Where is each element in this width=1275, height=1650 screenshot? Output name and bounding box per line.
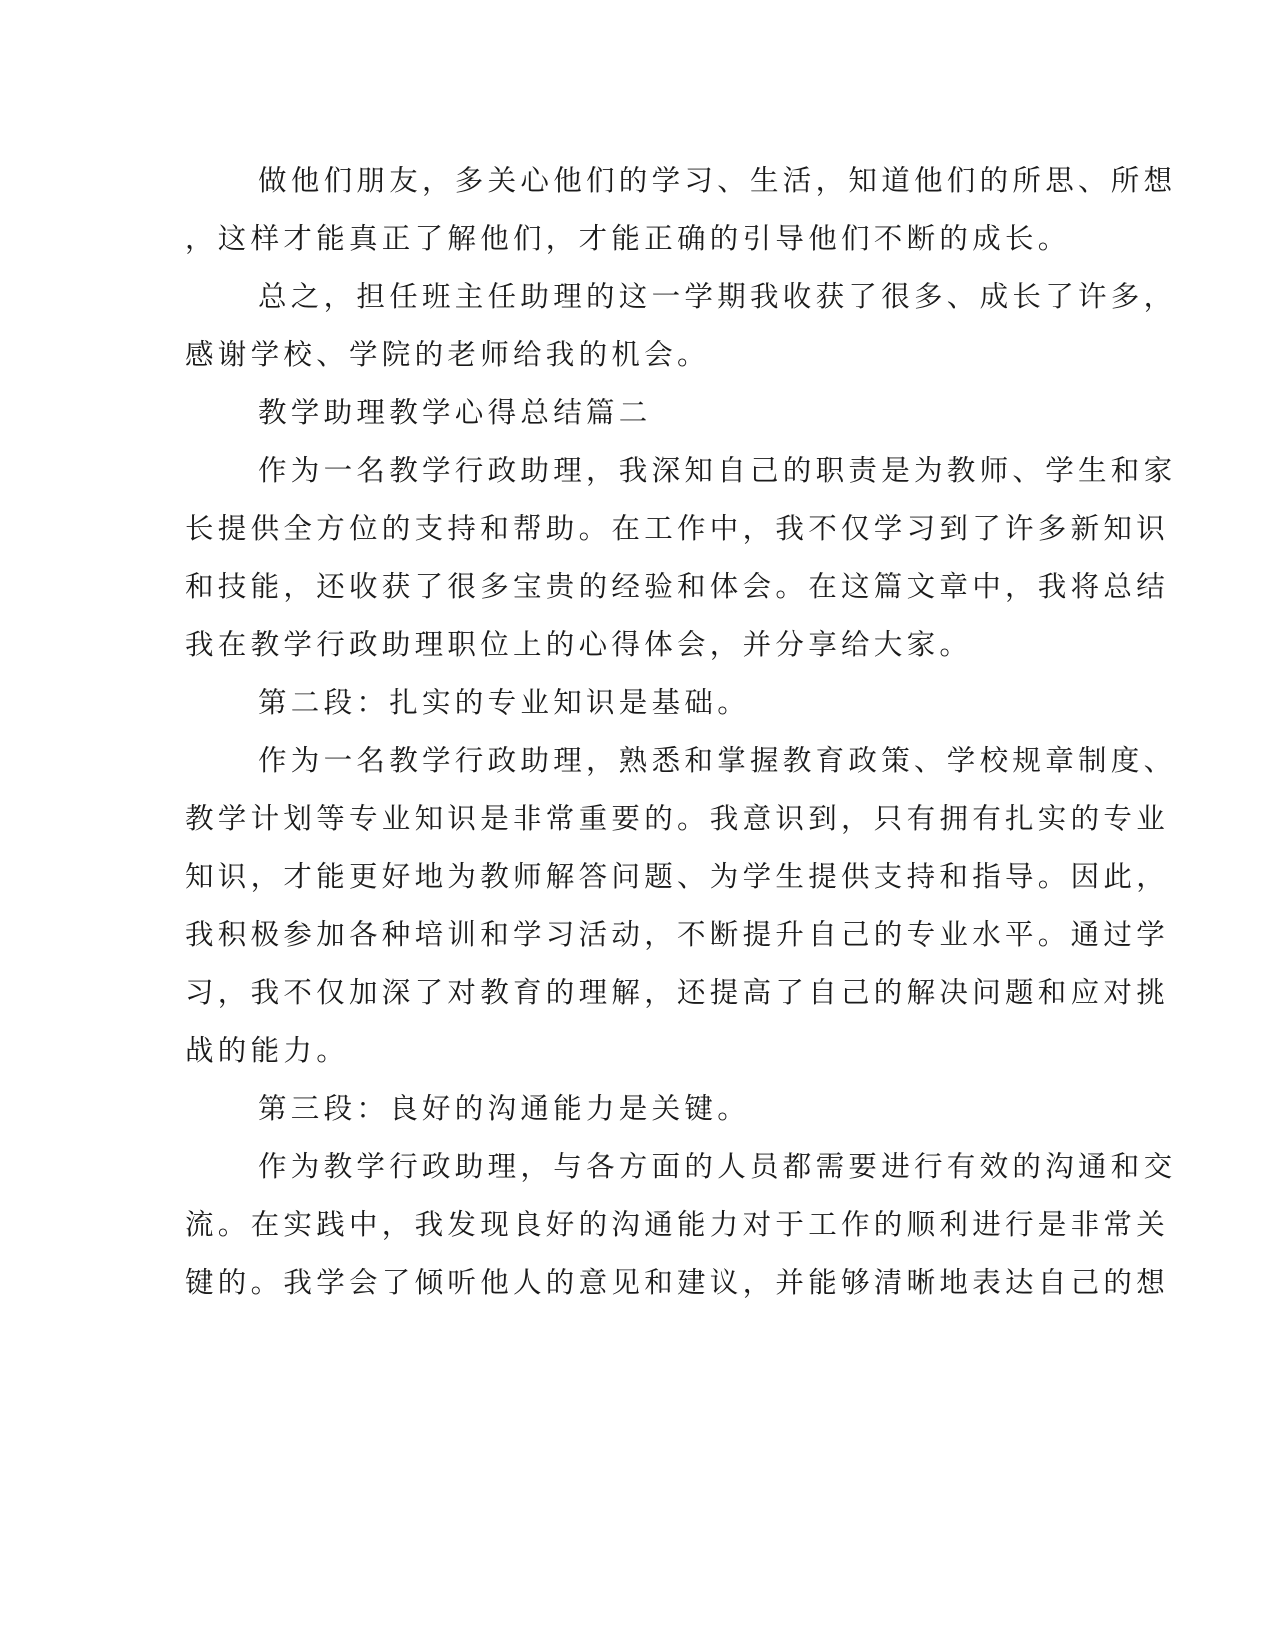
- text-line: 长提供全方位的支持和帮助。在工作中，我不仅学习到了许多新知识: [185, 512, 1170, 545]
- text-line: ，这样才能真正了解他们，才能正确的引导他们不断的成长。: [185, 222, 1071, 255]
- text-line: 做他们朋友，多关心他们的学习、生活，知道他们的所思、所想: [258, 164, 1177, 197]
- text-line: 流。在实践中，我发现良好的沟通能力对于工作的顺利进行是非常关: [185, 1208, 1170, 1241]
- text-line: 作为一名教学行政助理，熟悉和掌握教育政策、学校规章制度、: [258, 744, 1177, 777]
- text-line: 键的。我学会了倾听他人的意见和建议，并能够清晰地表达自己的想: [185, 1266, 1170, 1299]
- text-line: 总之，担任班主任助理的这一学期我收获了很多、成长了许多，: [258, 280, 1177, 313]
- text-line: 感谢学校、学院的老师给我的机会。: [185, 338, 710, 371]
- section-heading: 教学助理教学心得总结篇二: [258, 396, 652, 429]
- section-heading: 第三段：良好的沟通能力是关键。: [258, 1092, 751, 1125]
- text-line: 我在教学行政助理职位上的心得体会，并分享给大家。: [185, 628, 973, 661]
- text-line: 和技能，还收获了很多宝贵的经验和体会。在这篇文章中，我将总结: [185, 570, 1170, 603]
- text-line: 战的能力。: [185, 1034, 350, 1067]
- text-line: 习，我不仅加深了对教育的理解，还提高了自己的解决问题和应对挑: [185, 976, 1170, 1009]
- text-line: 我积极参加各种培训和学习活动，不断提升自己的专业水平。通过学: [185, 918, 1170, 951]
- section-heading: 第二段：扎实的专业知识是基础。: [258, 686, 751, 719]
- text-line: 教学计划等专业知识是非常重要的。我意识到，只有拥有扎实的专业: [185, 802, 1170, 835]
- text-line: 作为教学行政助理，与各方面的人员都需要进行有效的沟通和交: [258, 1150, 1177, 1183]
- text-line: 知识，才能更好地为教师解答问题、为学生提供支持和指导。因此，: [185, 860, 1170, 893]
- text-line: 作为一名教学行政助理，我深知自己的职责是为教师、学生和家: [258, 454, 1177, 487]
